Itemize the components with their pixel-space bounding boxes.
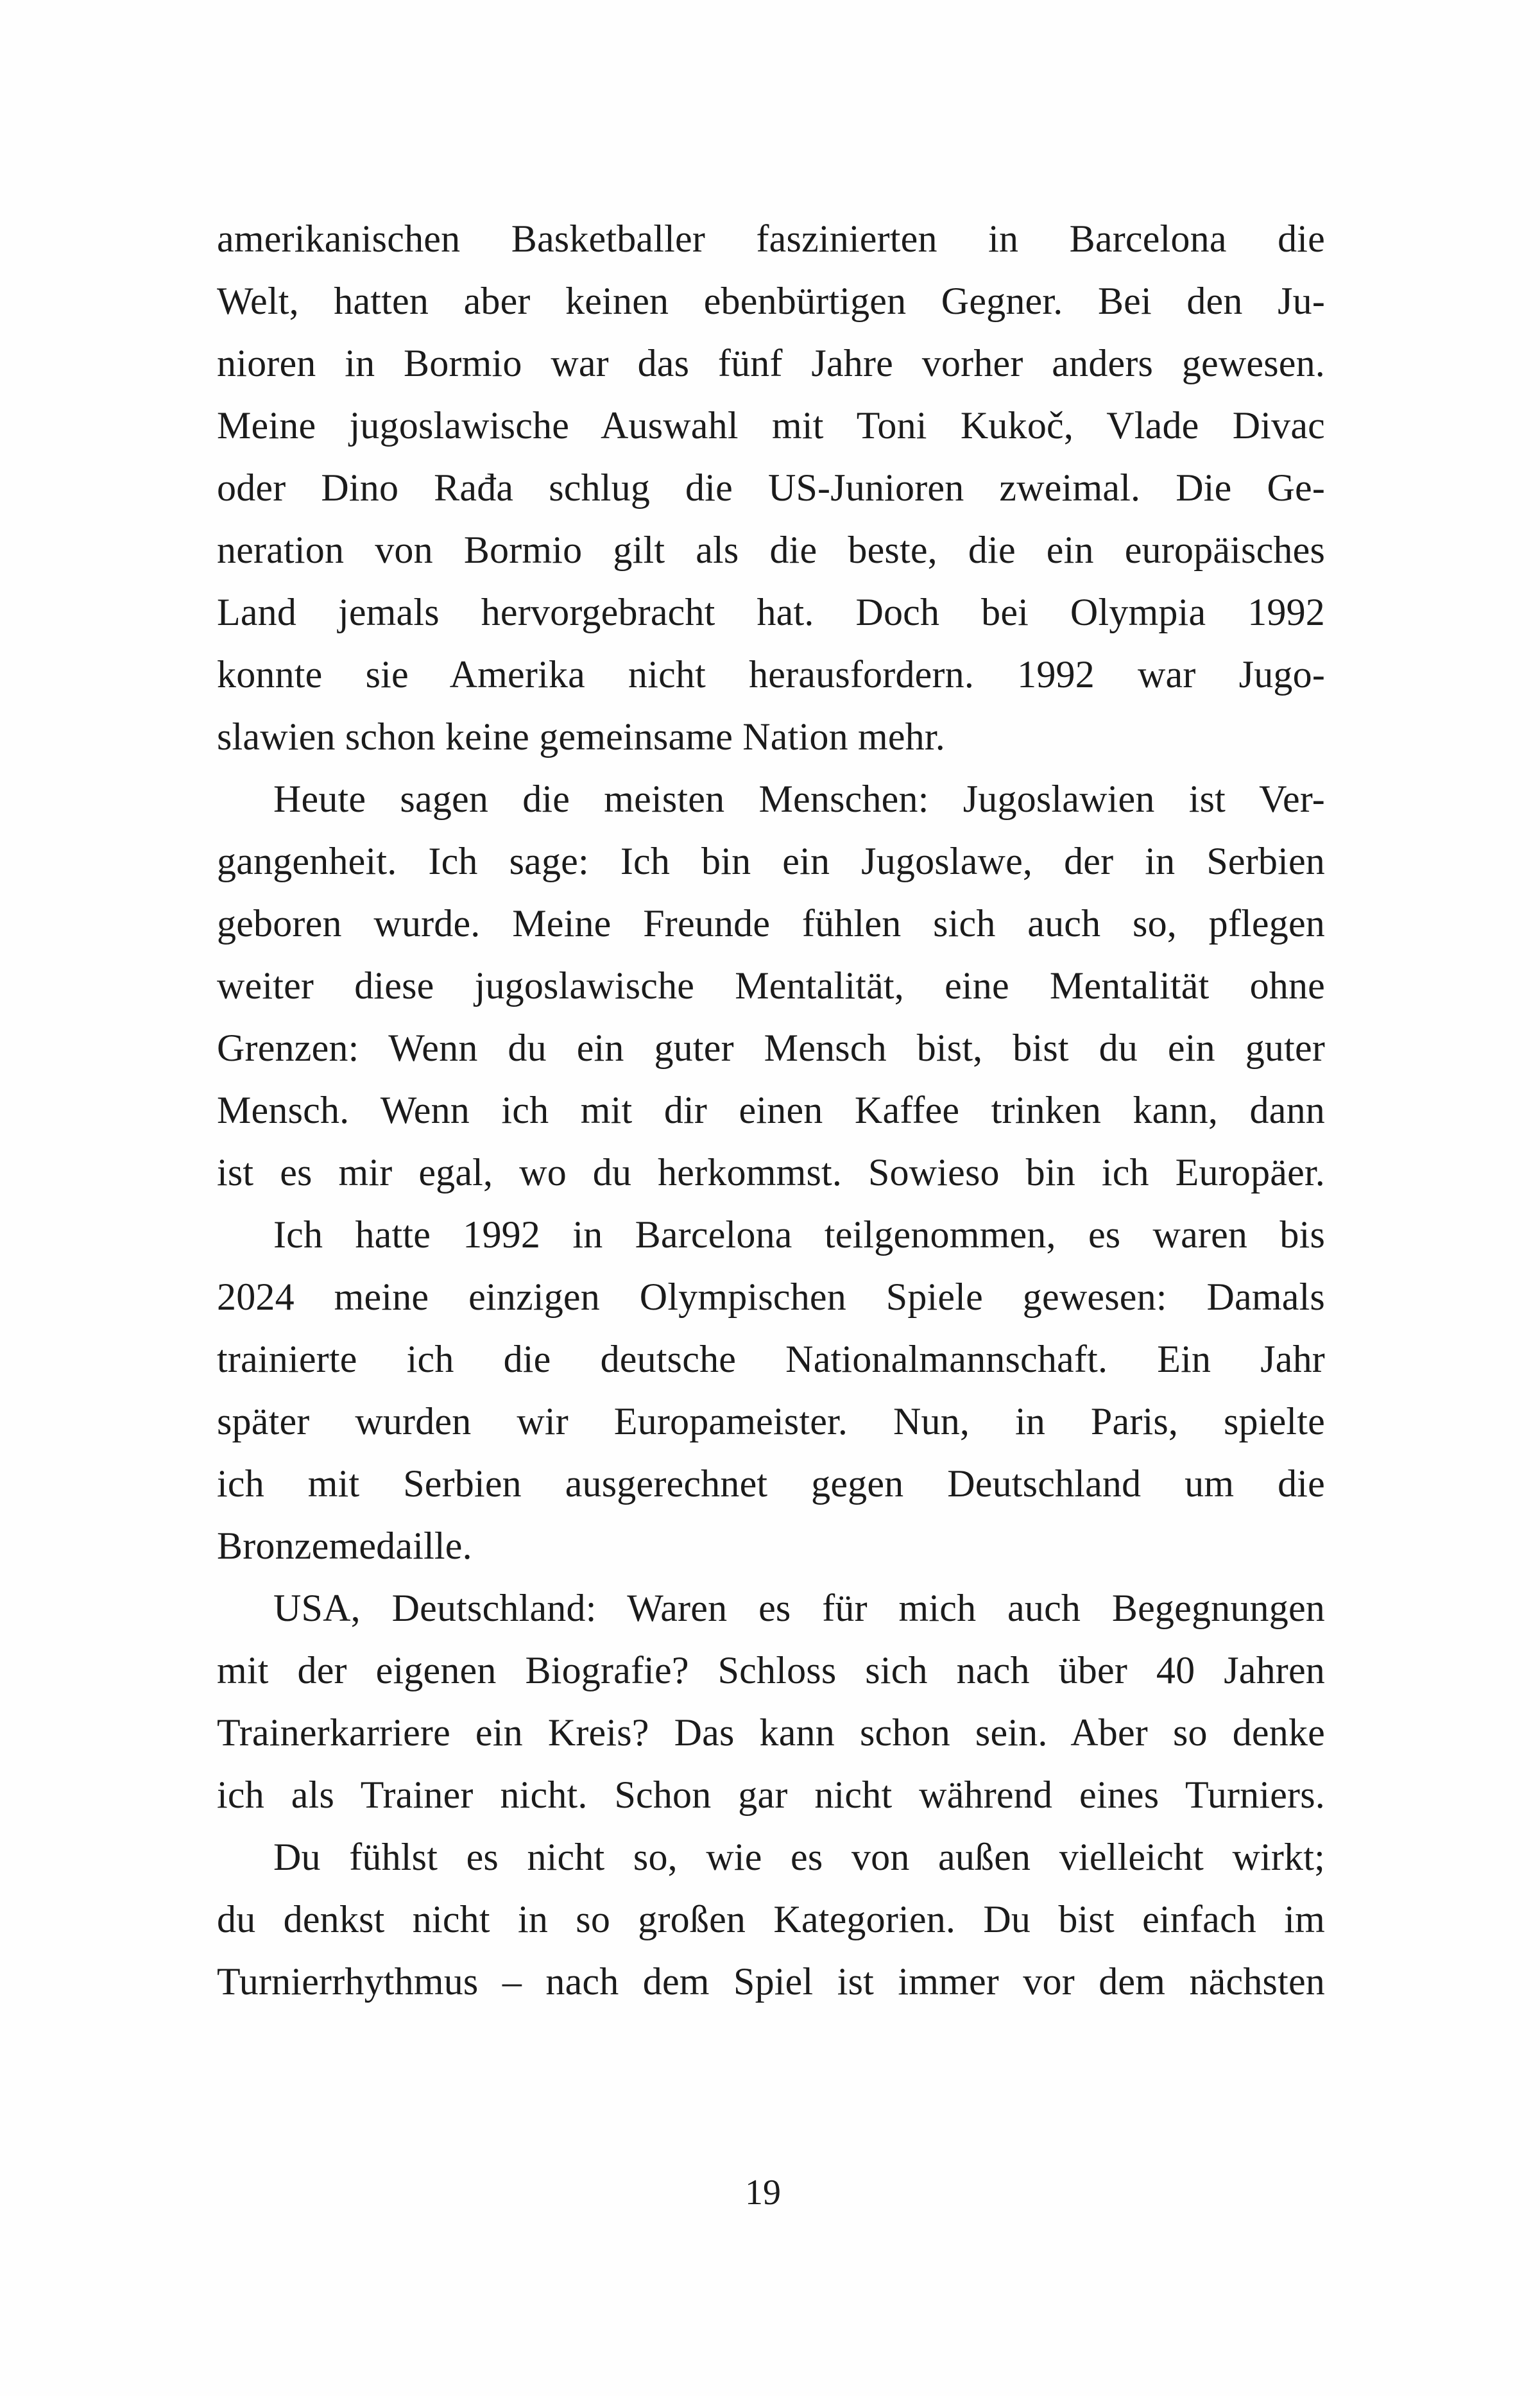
text-line: ich als Trainer nicht. Schon gar nicht während eines Turniers. (217, 1774, 1325, 1816)
text-line: neration von Bormio gilt als die beste, die ein europäisches (217, 529, 1325, 571)
text-line: weiter diese jugoslawische Mentalität, eine Mentalität ohne (217, 964, 1325, 1007)
text-line: slawien schon keine gemeinsame Nation mehr. (217, 715, 945, 758)
page-number: 19 (745, 2173, 781, 2212)
text-line: du denkst nicht in so großen Kategorien. Du bist einfach im (217, 1898, 1325, 1940)
text-line: trainierte ich die deutsche Nationalmannschaft. Ein Jahr (217, 1338, 1325, 1380)
text-line: Ich hatte 1992 in Barcelona teilgenommen, es waren bis (273, 1213, 1325, 1256)
text-line: Grenzen: Wenn du ein guter Mensch bist, bist du ein guter (217, 1027, 1325, 1069)
text-line: Land jemals hervorgebracht hat. Doch bei Olympia 1992 (217, 591, 1325, 633)
text-line: mit der eigenen Biografie? Schloss sich nach über 40 Jahren (217, 1649, 1325, 1691)
text-line: Bronzemedaille. (217, 1525, 472, 1567)
text-line: Mensch. Wenn ich mit dir einen Kaffee trinken kann, dann (217, 1089, 1325, 1131)
text-line: Welt, hatten aber keinen ebenbürtigen Gegner. Bei den Ju- (217, 280, 1325, 322)
text-line: ich mit Serbien ausgerechnet gegen Deutschland um die (217, 1462, 1325, 1505)
text-line: gangenheit. Ich sage: Ich bin ein Jugoslawe, der in Serbien (217, 840, 1325, 882)
text-line: geboren wurde. Meine Freunde fühlen sich auch so, pflegen (217, 902, 1325, 945)
text-line: später wurden wir Europameister. Nun, in Paris, spielte (217, 1400, 1325, 1442)
text-line: konnte sie Amerika nicht herausfordern. 1992 war Jugo- (217, 653, 1325, 696)
text-line: ist es mir egal, wo du herkommst. Sowieso bin ich Europäer. (217, 1151, 1325, 1194)
text-line: 2024 meine einzigen Olympischen Spiele gewesen: Damals (217, 1276, 1325, 1318)
text-line: Trainerkarriere ein Kreis? Das kann schon sein. Aber so denke (217, 1711, 1325, 1754)
text-line: Turnierrhythmus – nach dem Spiel ist immer vor dem nächsten (217, 1960, 1325, 2003)
text-line: amerikanischen Basketballer faszinierten in Barcelona die (217, 218, 1325, 260)
body-text (217, 208, 1325, 2013)
text-line: Meine jugoslawische Auswahl mit Toni Kukoč, Vlade Divac (217, 404, 1325, 447)
text-line: Heute sagen die meisten Menschen: Jugoslawien ist Ver- (273, 778, 1325, 820)
text-line: oder Dino Rađa schlug die US-Junioren zweimal. Die Ge- (217, 466, 1325, 509)
text-line: nioren in Bormio war das fünf Jahre vorher anders gewesen. (217, 342, 1325, 384)
text-line: USA, Deutschland: Waren es für mich auch Begegnungen (273, 1587, 1325, 1629)
text-line: Du fühlst es nicht so, wie es von außen vielleicht wirkt; (273, 1836, 1325, 1878)
